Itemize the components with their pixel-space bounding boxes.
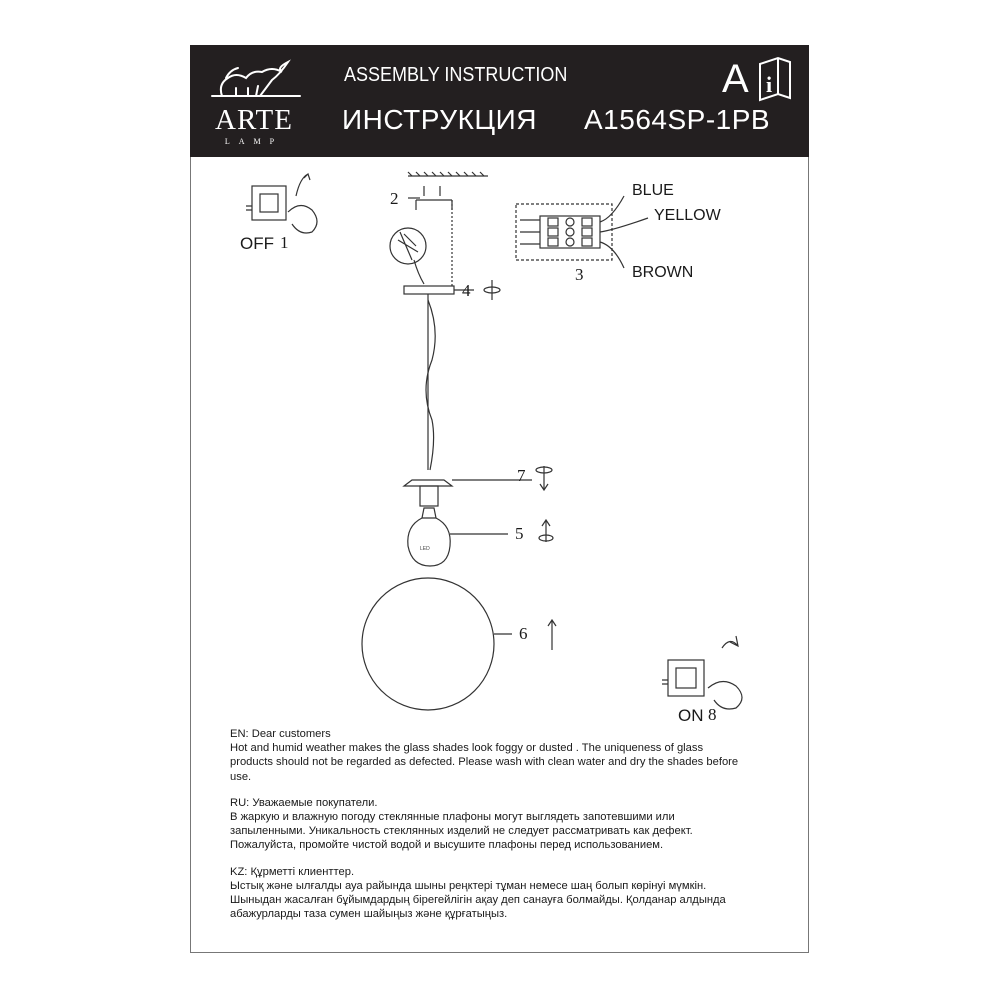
wire-yellow-label: YELLOW [654,207,721,224]
model-number: A1564SP-1PB [584,104,771,135]
note-en-heading: EN: Dear customers [230,728,331,740]
brand-name: ARTE [215,104,293,136]
note-ru-line: Пожалуйста, промойте чистой водой и высушите плафоны перед использованием. [230,839,664,852]
brand-subtitle: LAMP [224,137,284,146]
info-glyph: i [766,72,773,97]
note-en-line: Hot and humid weather makes the glass shades look foggy or dusted . The uniqueness of glass [230,742,704,755]
note-ru-line: В жаркую и влажную погоду стеклянные плафоны могут выглядеть запотевшими или [230,811,675,824]
note-kz-heading: KZ: Құрметті клиенттер. [230,865,355,878]
step-3: 3 [575,265,584,284]
title-russian: ИНСТРУКЦИЯ [342,104,537,135]
bulb-label: LED [420,546,430,552]
switch-on-label: ON [678,706,704,725]
note-kz [230,865,790,922]
note-en-line: use. [230,770,252,783]
note-ru-line: запыленными. Уникальность стеклянных изделий не следует рассматривать как дефект. [230,825,693,838]
title-assembly-instruction: ASSEMBLY INSTRUCTION [344,64,568,86]
document-letter: A [722,57,749,101]
note-kz-line: Ыстық және ылғалды ауа райында шыны реңктері тұман немесе шаң болып көрінуі мүмкін. [230,879,707,892]
wire-blue-label: BLUE [632,182,674,199]
note-kz-line: абажурларды таза сумен шайыңыз және құрғатыңыз. [230,908,508,921]
note-kz-line: Шыныдан жасалған бұйымдардың бірегейлігін ақау деп санауға болмайды. Қолданар алдында [230,894,726,907]
note-ru-heading: RU: Уважаемые покупатели. [230,796,378,809]
note-en [230,727,790,784]
step-6: 6 [519,624,528,643]
note-ru [230,796,790,853]
step-2: 2 [390,189,399,208]
step-4: 4 [462,281,471,300]
step-1: 1 [280,233,289,252]
customer-notes [230,727,790,933]
wire-brown-label: BROWN [632,264,694,281]
switch-off-label: OFF [240,234,274,253]
step-5: 5 [515,524,524,543]
step-7: 7 [517,466,526,485]
step-8: 8 [708,705,717,724]
note-en-line: products should not be regarded as defected. Please wash with clean water and dry the shades before [230,756,739,769]
